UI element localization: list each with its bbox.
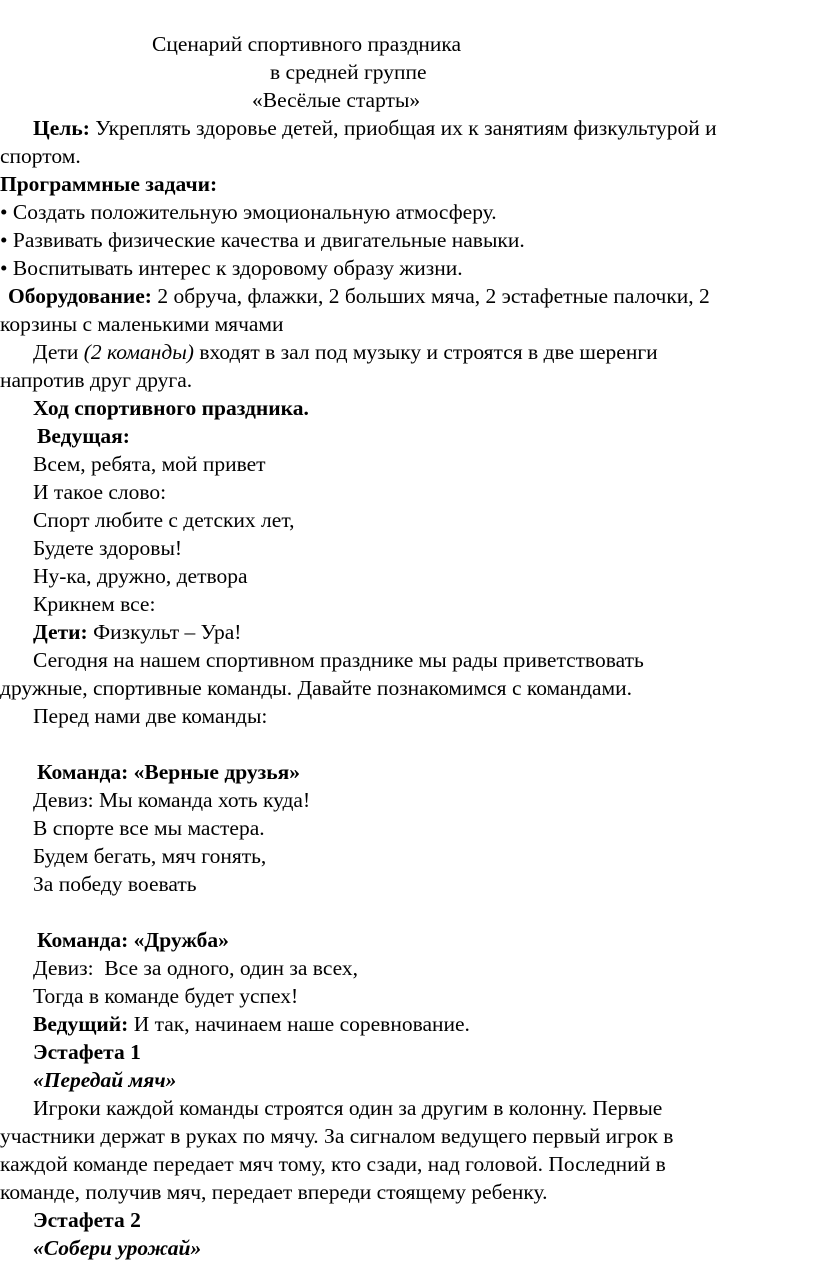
greeting-line-3: Перед нами две команды: xyxy=(33,704,268,728)
poem-line: Всем, ребята, мой привет xyxy=(33,452,266,476)
intro-line-2: напротив друг друга. xyxy=(0,368,193,392)
relay1-text-line: каждой команде передает мяч тому, кто сзади, над головой. Последний в xyxy=(0,1152,666,1176)
poem-line: И такое слово: xyxy=(33,480,167,504)
intro-line xyxy=(33,338,658,366)
intro-italic: (2 команды) xyxy=(83,340,194,364)
team1-motto-line: За победу воевать xyxy=(33,872,197,896)
equipment-text: 2 обруча, флажки, 2 больших мяча, 2 эстафетные палочки, 2 xyxy=(157,284,710,308)
relay1-text-line: команде, получив мяч, передает впереди стоящему ребенку. xyxy=(0,1180,548,1204)
relay1-name: «Передай мяч» xyxy=(33,1068,177,1092)
kids-line xyxy=(33,618,241,646)
course-heading: Ход спортивного праздника. xyxy=(33,396,309,420)
host2-label: Ведущий: xyxy=(33,1012,129,1036)
tasks-heading: Программные задачи: xyxy=(0,172,218,196)
team1-heading: Команда: «Верные друзья» xyxy=(37,760,301,784)
team1-motto-line: В спорте все мы мастера. xyxy=(33,816,265,840)
team2-heading: Команда: «Дружба» xyxy=(37,928,229,952)
title-line-3: «Весёлые старты» xyxy=(252,88,421,112)
host-label: Ведущая: xyxy=(37,424,130,448)
poem-line: Спорт любите с детских лет, xyxy=(33,508,295,532)
greeting-line-1: Сегодня на нашем спортивном празднике мы рады приветствовать xyxy=(33,648,644,672)
task-item: • Развивать физические качества и двигательные навыки. xyxy=(0,228,525,252)
team1-motto-line: Будем бегать, мяч гонять, xyxy=(33,844,267,868)
team1-motto-line: Девиз: Мы команда хоть куда! xyxy=(33,788,311,812)
goal-label: Цель: xyxy=(33,116,90,140)
team2-motto-line: Тогда в команде будет успех! xyxy=(33,984,299,1008)
poem-line: Крикнем все: xyxy=(33,592,156,616)
relay1-heading: Эстафета 1 xyxy=(33,1040,141,1064)
relay2-name: «Собери урожай» xyxy=(33,1236,202,1260)
equipment-line xyxy=(8,282,710,310)
intro-post: входят в зал под музыку и строятся в две шеренги xyxy=(199,340,658,364)
kids-label: Дети: xyxy=(33,620,88,644)
title-line-1: Сценарий спортивного праздника xyxy=(152,32,462,56)
title-line-2: в средней группе xyxy=(270,60,427,84)
task-item: • Воспитывать интерес к здоровому образу жизни. xyxy=(0,256,463,280)
intro-pre: Дети xyxy=(33,340,79,364)
equipment-text-cont: корзины с маленькими мячами xyxy=(0,312,284,336)
kids-text: Физкульт – Ура! xyxy=(93,620,242,644)
poem-line: Ну-ка, дружно, детвора xyxy=(33,564,248,588)
poem-line: Будете здоровы! xyxy=(33,536,183,560)
relay2-heading: Эстафета 2 xyxy=(33,1208,141,1232)
task-item: • Создать положительную эмоциональную атмосферу. xyxy=(0,200,497,224)
team2-motto-line: Девиз: Все за одного, один за всех, xyxy=(33,956,359,980)
host2-line xyxy=(33,1010,470,1038)
host2-text: И так, начинаем наше соревнование. xyxy=(133,1012,470,1036)
greeting-line-2: дружные, спортивные команды. Давайте познакомимся с командами. xyxy=(0,676,633,700)
goal-line xyxy=(33,114,717,142)
goal-text: Укреплять здоровье детей, приобщая их к занятиям физкультурой и xyxy=(95,116,717,140)
equipment-label: Оборудование: xyxy=(8,284,152,308)
goal-text-cont: спортом. xyxy=(0,144,81,168)
relay1-text-line: Игроки каждой команды строятся один за другим в колонну. Первые xyxy=(33,1096,663,1120)
relay1-text-line: участники держат в руках по мячу. За сигналом ведущего первый игрок в xyxy=(0,1124,674,1148)
